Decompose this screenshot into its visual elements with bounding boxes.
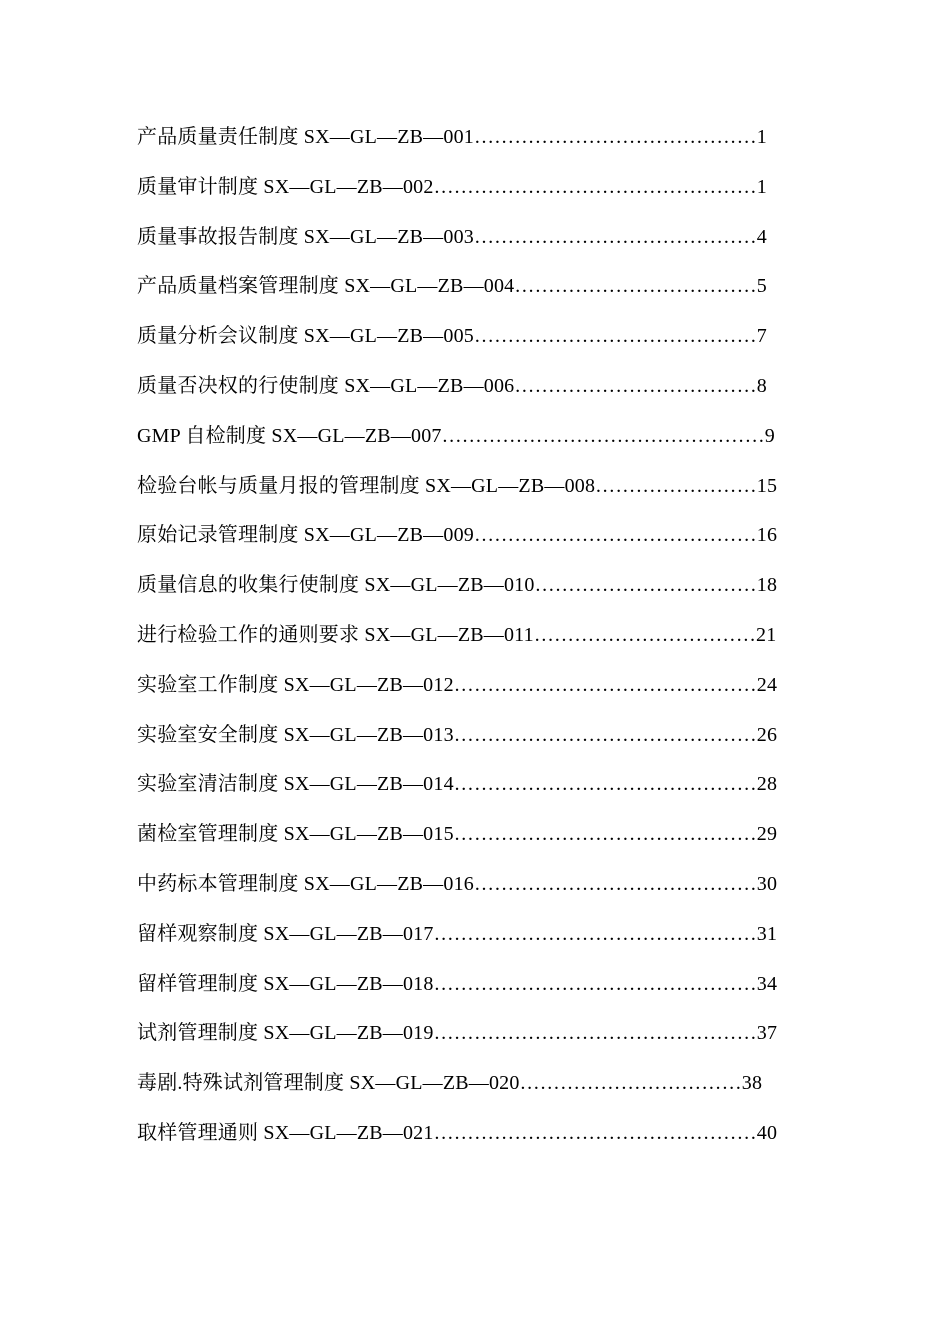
toc-entry-text: 产品质量责任制度 SX—GL—ZB—001……………………………………1 (137, 126, 767, 148)
toc-entry (137, 869, 857, 919)
table-of-contents (137, 122, 857, 1168)
toc-entry-text: 质量信息的收集行使制度 SX—GL—ZB—010……………………………18 (137, 574, 778, 597)
toc-entry-text: GMP 自检制度 SX—GL—ZB—007…………………………………………9 (137, 424, 775, 447)
toc-entry (137, 271, 857, 321)
toc-entry-text: 试剂管理制度 SX—GL—ZB—019…………………………………………37 (137, 1022, 778, 1045)
toc-entry (137, 1118, 857, 1168)
toc-entry-text: 质量分析会议制度 SX—GL—ZB—005……………………………………7 (137, 325, 767, 348)
toc-entry-text: 取样管理通则 SX—GL—ZB—021…………………………………………40 (137, 1121, 778, 1144)
toc-entry (137, 769, 857, 819)
toc-entry-text: 留样管理制度 SX—GL—ZB—018…………………………………………34 (137, 972, 778, 995)
toc-entry (137, 720, 857, 770)
toc-entry (137, 321, 857, 371)
toc-entry-text: 原始记录管理制度 SX—GL—ZB—009……………………………………16 (137, 524, 778, 547)
toc-entry-text: 毒剧.特殊试剂管理制度 SX—GL—ZB—020……………………………38 (137, 1072, 763, 1095)
toc-entry (137, 1018, 857, 1068)
toc-entry-text: 中药标本管理制度 SX—GL—ZB—016……………………………………30 (137, 872, 778, 895)
toc-entry (137, 1068, 857, 1118)
toc-entry-text: 质量否决权的行使制度 SX—GL—ZB—006………………………………8 (137, 374, 767, 397)
toc-entry (137, 570, 857, 620)
toc-entry (137, 969, 857, 1019)
toc-entry-text: 菌检室管理制度 SX—GL—ZB—015………………………………………29 (137, 823, 778, 846)
toc-entry (137, 520, 857, 570)
toc-entry-text: 实验室清洁制度 SX—GL—ZB—014………………………………………28 (137, 773, 778, 796)
toc-entry (137, 919, 857, 969)
toc-entry-text: 留样观察制度 SX—GL—ZB—017…………………………………………31 (137, 922, 778, 945)
toc-entry (137, 471, 857, 521)
toc-entry (137, 172, 857, 222)
toc-entry-text: 实验室工作制度 SX—GL—ZB—012………………………………………24 (137, 673, 778, 696)
toc-entry-text: 检验台帐与质量月报的管理制度 SX—GL—ZB—008……………………15 (137, 474, 778, 497)
toc-entry (137, 819, 857, 869)
toc-entry (137, 222, 857, 272)
toc-entry (137, 670, 857, 720)
toc-entry-text: 实验室安全制度 SX—GL—ZB—013………………………………………26 (137, 723, 778, 746)
toc-entry (137, 620, 857, 670)
toc-entry (137, 421, 857, 471)
toc-entry-text: 产品质量档案管理制度 SX—GL—ZB—004………………………………5 (137, 275, 767, 298)
toc-entry-text: 质量事故报告制度 SX—GL—ZB—003……………………………………4 (137, 225, 767, 248)
toc-entry (137, 371, 857, 421)
toc-entry-text: 进行检验工作的通则要求 SX—GL—ZB—011……………………………21 (137, 623, 777, 646)
toc-entry-text: 质量审计制度 SX—GL—ZB—002…………………………………………1 (137, 175, 767, 198)
toc-entry (137, 122, 857, 172)
